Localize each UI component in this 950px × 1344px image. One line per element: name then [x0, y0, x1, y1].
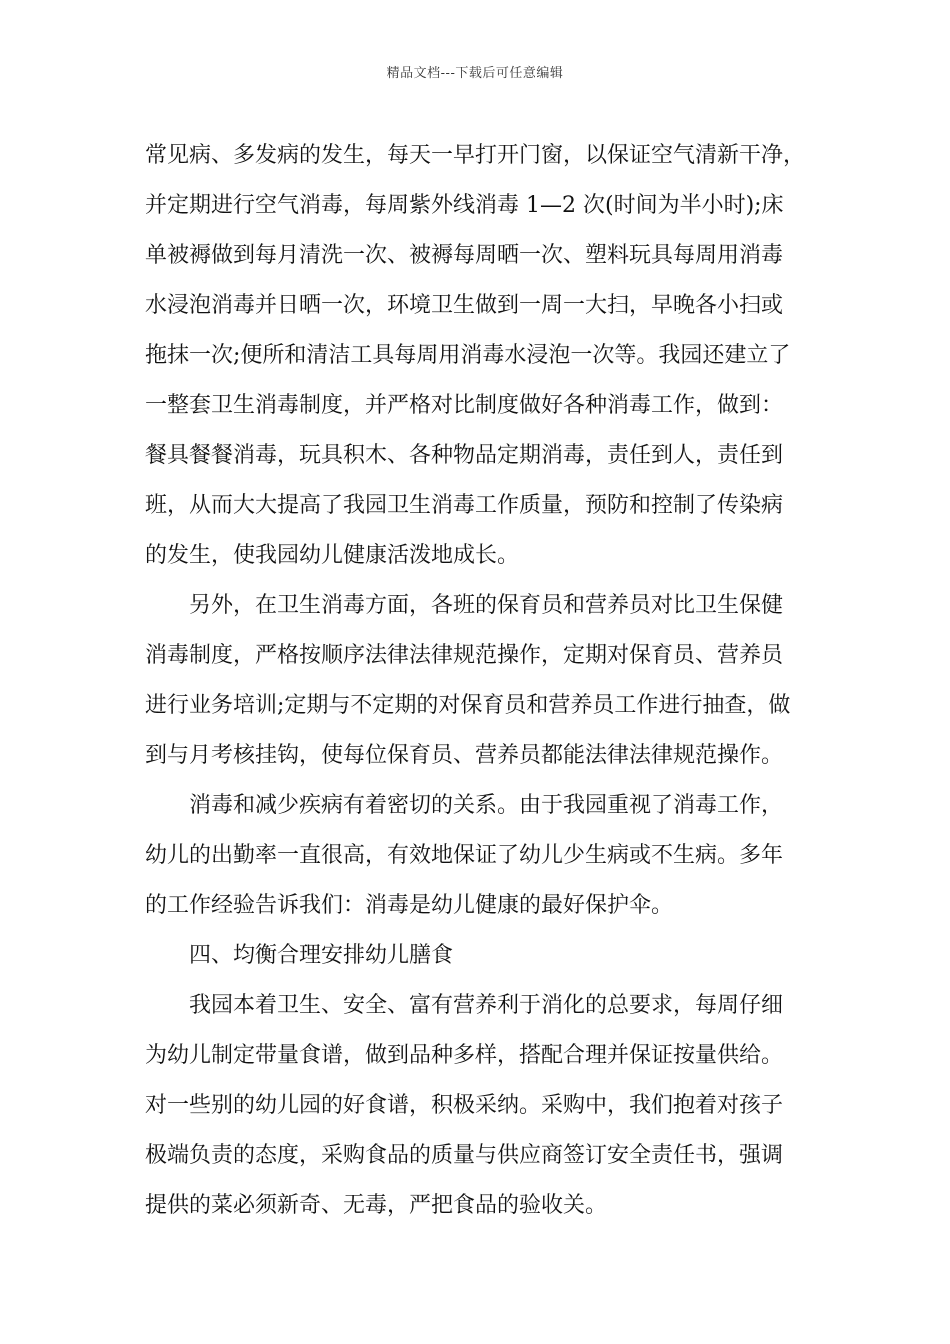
text-line: 单被褥做到每月清洗一次、被褥每周晒一次、塑料玩具每周用消毒	[145, 243, 784, 268]
text-line: 四、均衡合理安排幼儿膳食	[189, 943, 454, 968]
text-line: 消毒和减少疾病有着密切的关系。由于我园重视了消毒工作，	[189, 793, 784, 818]
text-line: 并定期进行空气消毒，每周紫外线消毒 1—2 次(时间为半小时);床	[145, 193, 784, 218]
text-line: 我园本着卫生、安全、富有营养利于消化的总要求，每周仔细	[189, 993, 784, 1018]
page-header: 精品文档---下载后可任意编辑	[386, 66, 564, 81]
document-body	[145, 131, 845, 1231]
text-line: 常见病、多发病的发生，每天一早打开门窗，以保证空气清新干净，	[145, 143, 806, 168]
text-line: 的工作经验告诉我们：消毒是幼儿健康的最好保护伞。	[145, 893, 674, 918]
text-line: 的发生，使我园幼儿健康活泼地成长。	[145, 543, 520, 568]
text-line: 一整套卫生消毒制度，并严格对比制度做好各种消毒工作，做到：	[145, 393, 784, 418]
text-line: 消毒制度，严格按顺序法律法律规范操作，定期对保育员、营养员	[145, 643, 784, 668]
text-line: 拖抹一次;便所和清洁工具每周用消毒水浸泡一次等。我园还建立了	[145, 343, 791, 368]
text-line: 班，从而大大提高了我园卫生消毒工作质量，预防和控制了传染病	[145, 493, 784, 518]
text-line: 对一些别的幼儿园的好食谱，积极采纳。采购中，我们抱着对孩子	[145, 1093, 784, 1118]
text-line: 餐具餐餐消毒，玩具积木、各种物品定期消毒，责任到人，责任到	[145, 443, 784, 468]
text-line: 水浸泡消毒并日晒一次，环境卫生做到一周一大扫，早晚各小扫或	[145, 293, 784, 318]
text-line: 进行业务培训;定期与不定期的对保育员和营养员工作进行抽查，做	[145, 693, 791, 718]
text-line: 另外，在卫生消毒方面，各班的保育员和营养员对比卫生保健	[189, 593, 784, 618]
text-line: 提供的菜必须新奇、无毒，严把食品的验收关。	[145, 1193, 608, 1218]
text-line: 极端负责的态度，采购食品的质量与供应商签订安全责任书，强调	[145, 1143, 784, 1168]
text-line: 幼儿的出勤率一直很高，有效地保证了幼儿少生病或不生病。多年	[145, 843, 784, 868]
text-line: 为幼儿制定带量食谱，做到品种多样，搭配合理并保证按量供给。	[145, 1043, 784, 1068]
text-line: 到与月考核挂钩，使每位保育员、营养员都能法律法律规范操作。	[145, 743, 784, 768]
